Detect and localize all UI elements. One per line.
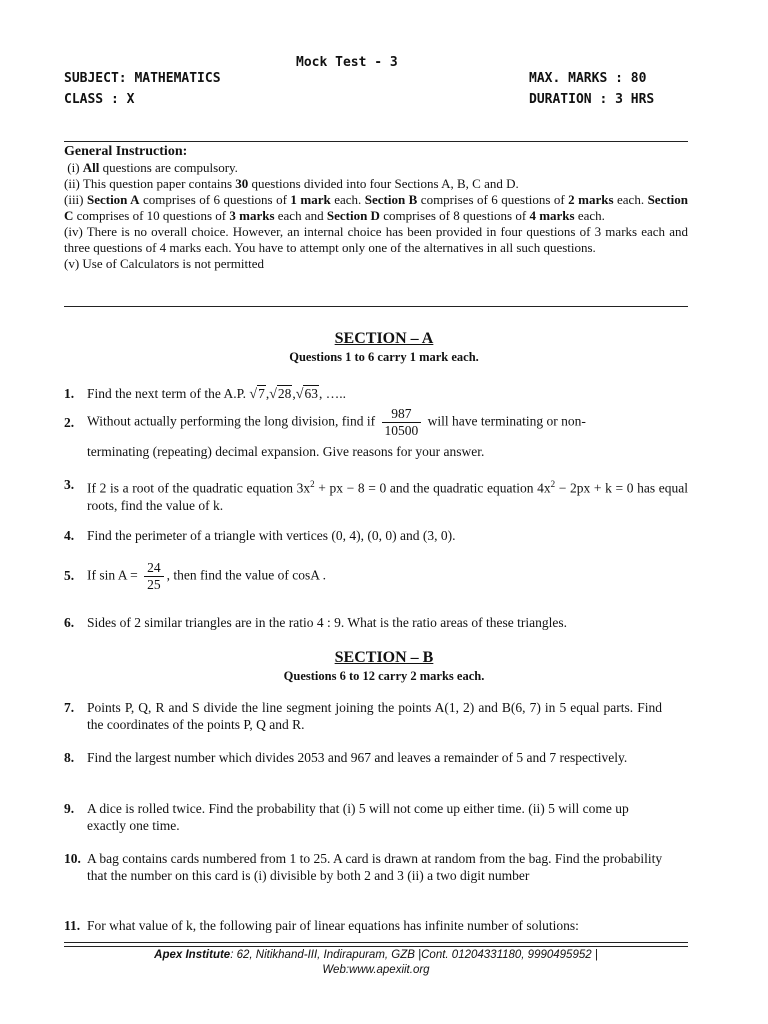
- footer-divider: [64, 942, 688, 943]
- question-3: 3. If 2 is a root of the quadratic equation $3x^2$ + px − 8 = 0 and the quadratic equation $4x^2 - 2px + k = 0$ has equal roots, find the value of k.: [64, 477, 688, 513]
- header-divider: [64, 141, 688, 142]
- class-label: CLASS : X: [64, 92, 135, 107]
- footer: [64, 948, 688, 978]
- institute-name: Apex Institute: [154, 949, 231, 961]
- general-instructions: [64, 143, 688, 272]
- question-7: 7. Points P, Q, R and S divide the line segment joining the points A(1, 2) and B(6, 7) in 5 equal parts. Find the coordinates of the points P, Q and R.: [64, 700, 662, 732]
- section-a-subtitle: Questions 1 to 6 carry 1 mark each.: [289, 350, 479, 364]
- fraction: $\frac{987}{10500}$: [382, 406, 422, 439]
- instruction-iii: (iii) Section A comprises of 6 questions of 1 mark each. Section B comprises of 6 questions of 2 marks each. Section C comprises of 10 questions of 3 marks each and Section D comprises of 8 questions of 4 marks each.: [64, 192, 689, 223]
- instruction-ii: (ii) This question paper contains 30 questions divided into four Sections A, B, C and D.: [64, 176, 519, 191]
- question-2: 2. Without actually performing the long division, find if $\frac{987}{10500}$ will have terminating or non- terminating (repeating) decimal expansion. Give reasons for your answer.: [64, 406, 586, 459]
- question-6: 6. Sides of 2 similar triangles are in the ratio 4 : 9. What is the ratio areas of these triangles.: [64, 615, 567, 630]
- question-1: 1. Find the next term of the A.P. √7,√28,√63, …..: [64, 386, 346, 402]
- institute-web: Web:www.apexiit.org: [322, 964, 430, 976]
- subject-label: SUBJECT: MATHEMATICS: [64, 71, 221, 86]
- sqrt-symbol: √63: [295, 386, 318, 402]
- question-5: 5. If sin A = $\frac{24}{25}$ , then find the value of cosA .: [64, 560, 326, 592]
- instructions-divider: [64, 306, 688, 307]
- question-9: 9. A dice is rolled twice. Find the probability that (i) 5 will not come up either time. (ii) 5 will come up exactly one time.: [64, 801, 629, 833]
- section-a-title: SECTION – A: [334, 330, 434, 347]
- sqrt-symbol: √28: [269, 386, 292, 402]
- section-b-title: SECTION – B: [334, 649, 434, 666]
- instruction-i: (i) All questions are compulsory.: [67, 160, 238, 175]
- max-marks-label: MAX. MARKS : 80: [529, 71, 647, 86]
- test-title: Mock Test - 3: [296, 55, 398, 70]
- question-10: 10. A bag contains cards numbered from 1 to 25. A card is drawn at random from the bag. Find the probability that the number on this card is (i) divisible by both 2 and 3 (ii) a two digit number: [64, 851, 663, 883]
- sqrt-symbol: √7: [249, 386, 265, 402]
- instruction-iv: (iv) There is no overall choice. However, an internal choice has been provided in four questions of 3 marks each and three questions of 4 marks each. You have to attempt only one of the alternatives in all such questions.: [64, 224, 688, 255]
- duration-label: DURATION : 3 HRS: [529, 92, 655, 107]
- section-b-subtitle: Questions 6 to 12 carry 2 marks each.: [283, 669, 485, 683]
- question-8: 8. Find the largest number which divides 2053 and 967 and leaves a remainder of 5 and 7 respectively.: [64, 750, 628, 765]
- question-11: 11. For what value of k, the following pair of linear equations has infinite number of solutions:: [64, 918, 579, 933]
- footer-divider-double: [64, 946, 688, 947]
- instructions-title: General Instruction:: [64, 144, 188, 159]
- question-4: 4. Find the perimeter of a triangle with vertices (0, 4), (0, 0) and (3, 0).: [64, 528, 456, 543]
- institute-address: : 62, Nitikhand-III, Indirapuram, GZB |Cont. 01204331180, 9990495952 |: [230, 949, 598, 961]
- fraction: $\frac{24}{25}$: [144, 560, 164, 593]
- instruction-v: (v) Use of Calculators is not permitted: [64, 256, 265, 271]
